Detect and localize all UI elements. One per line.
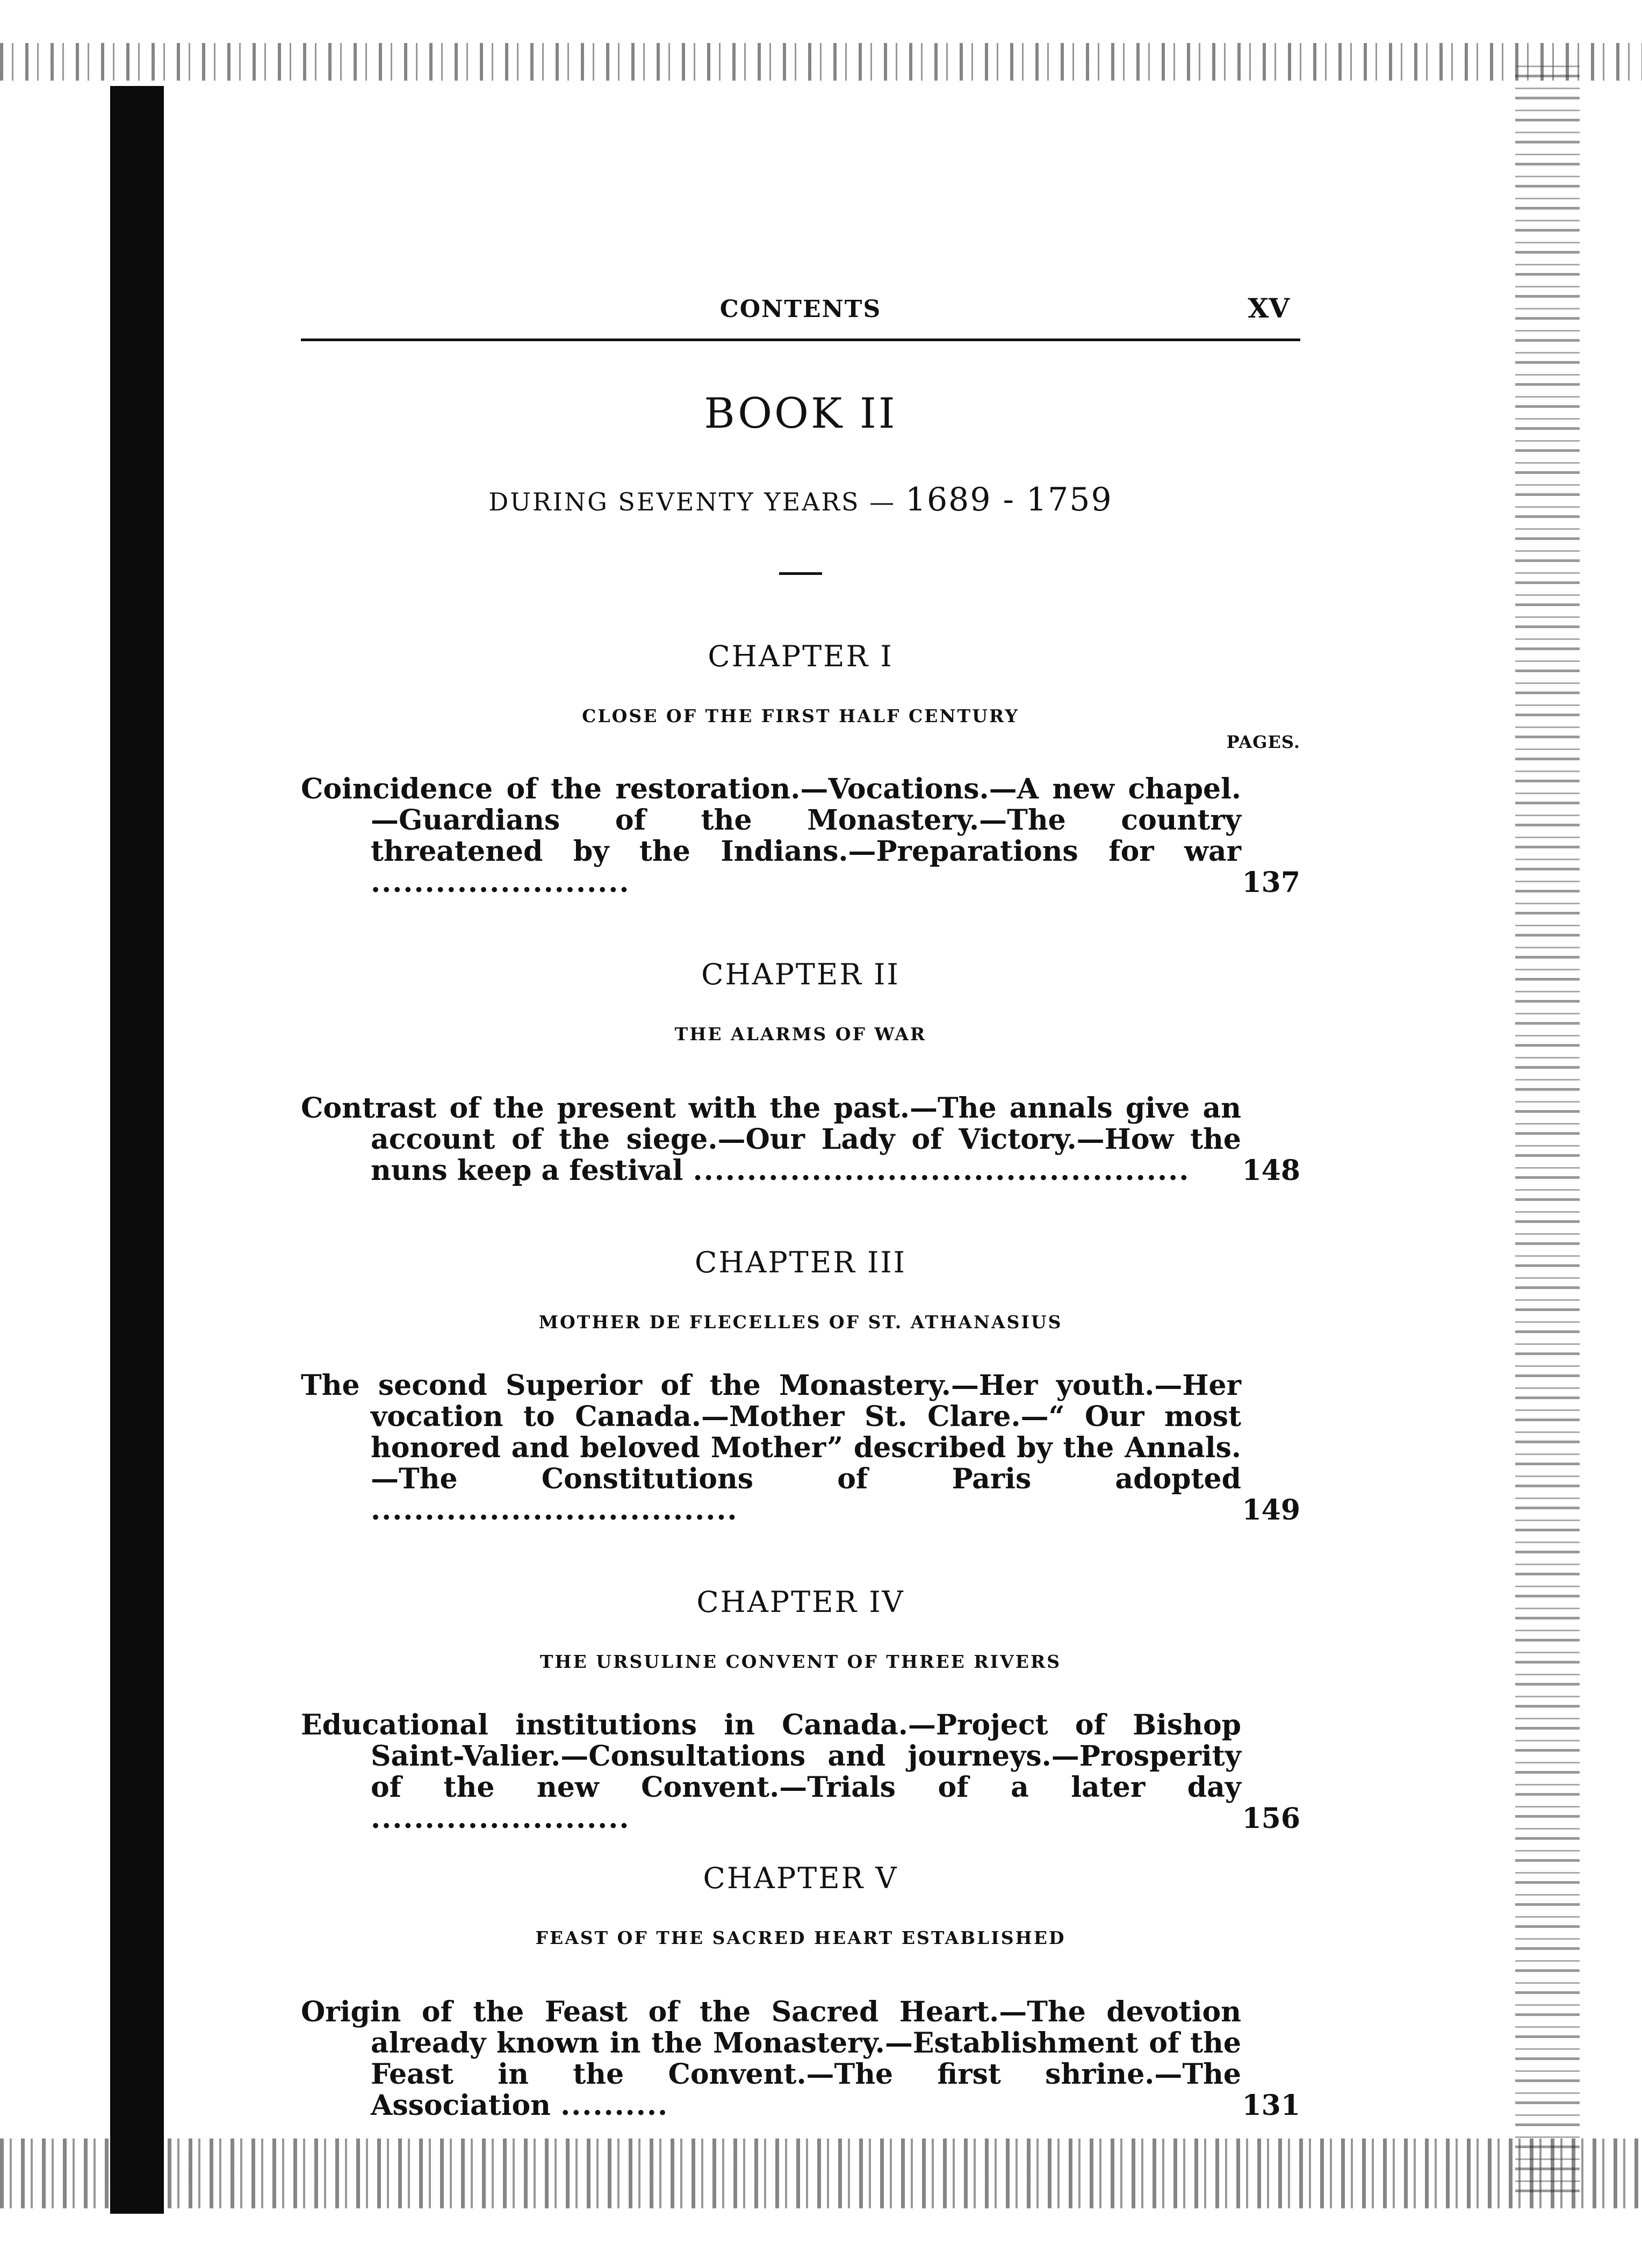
chapter-heading: CHAPTER III [695,1245,906,1279]
chapter-entry [301,774,1300,898]
dot-leader: .............................................. [693,1154,1190,1187]
chapter-entry [301,1370,1300,1526]
contents-page [301,279,1300,2121]
chapter-5 [301,1861,1300,2121]
page-number: 156 [1242,1802,1300,1835]
book-spine-shadow [110,86,164,2214]
page-number: 131 [1242,2089,1300,2122]
page-edge-speckle-bottom [0,2139,1642,2208]
dot-leader: ........................ [371,1802,630,1835]
running-title: CONTENTS [719,296,882,323]
chapter-summary [301,1093,1241,1186]
page-edge-speckle-top [0,43,1642,81]
book-period [301,481,1300,519]
pages-label: PAGES. [1226,732,1300,752]
chapter-entry [301,1997,1300,2121]
chapter-subtitle: THE ALARMS OF WAR [674,1024,927,1045]
running-head [301,279,1300,339]
chapter-subtitle: MOTHER DE FLECELLES OF ST. ATHANASIUS [538,1312,1063,1333]
summary-text: The second Superior of the Monastery.—Her youth.—Her vocation to Canada.—Mother St. Clare.—“ Our most honored and beloved Mother” described by the Annals.—The Constitutions of Paris adopted [301,1369,1241,1495]
chapter-summary [301,1997,1241,2121]
chapter-1 [301,639,1300,898]
chapter-entry [301,1093,1300,1186]
chapter-3 [301,1245,1300,1526]
chapter-heading: CHAPTER I [708,639,894,673]
page-number: 148 [1242,1154,1300,1187]
chapter-subtitle: THE URSULINE CONVENT OF THREE RIVERS [539,1651,1062,1672]
summary-text: Coincidence of the restoration.—Vocations.—A new chapel.—Guardians of the Monastery.—The country threatened by the Indians.—Preparations for war [301,773,1241,868]
chapter-summary [301,774,1241,898]
chapter-heading: CHAPTER II [701,957,900,991]
page-number: 137 [1242,866,1300,899]
section-rule [779,572,822,575]
chapter-entry [301,1710,1300,1834]
dot-leader: ........................ [371,866,630,899]
period-text: DURING SEVENTY YEARS — [488,487,896,516]
chapter-summary [301,1710,1241,1834]
chapter-heading: CHAPTER V [703,1861,898,1895]
chapter-subtitle: FEAST OF THE SACRED HEART ESTABLISHED [535,1927,1066,1948]
dot-leader: .................................. [371,1494,738,1527]
chapter-summary [301,1370,1241,1526]
period-years: 1689 - 1759 [905,481,1113,519]
chapter-2 [301,957,1300,1186]
chapter-heading: CHAPTER IV [696,1585,905,1619]
page-folio: XV [1248,292,1290,324]
chapter-4 [301,1585,1300,1834]
summary-text: Origin of the Feast of the Sacred Heart.—The devotion already known in the Monastery.—Establishment of the Feast in the Convent.—The first shrine.—The Association [301,1996,1241,2122]
header-rule [301,339,1300,341]
chapter-subtitle: CLOSE OF THE FIRST HALF CENTURY [582,705,1019,726]
book-title: BOOK II [704,390,897,438]
summary-text: Educational institutions in Canada.—Project of Bishop Saint-Valier.—Consultations and journeys.—Prosperity of the new Convent.—Trials of a later day [301,1709,1241,1804]
dot-leader: .......... [560,2089,669,2122]
summary-text: Contrast of the present with the past.—The annals give an account of the siege.—Our Lady of Victory.—How the nuns keep a festival [301,1092,1241,1187]
page-edge-speckle-right [1515,64,1580,2192]
page-number: 149 [1242,1494,1300,1527]
